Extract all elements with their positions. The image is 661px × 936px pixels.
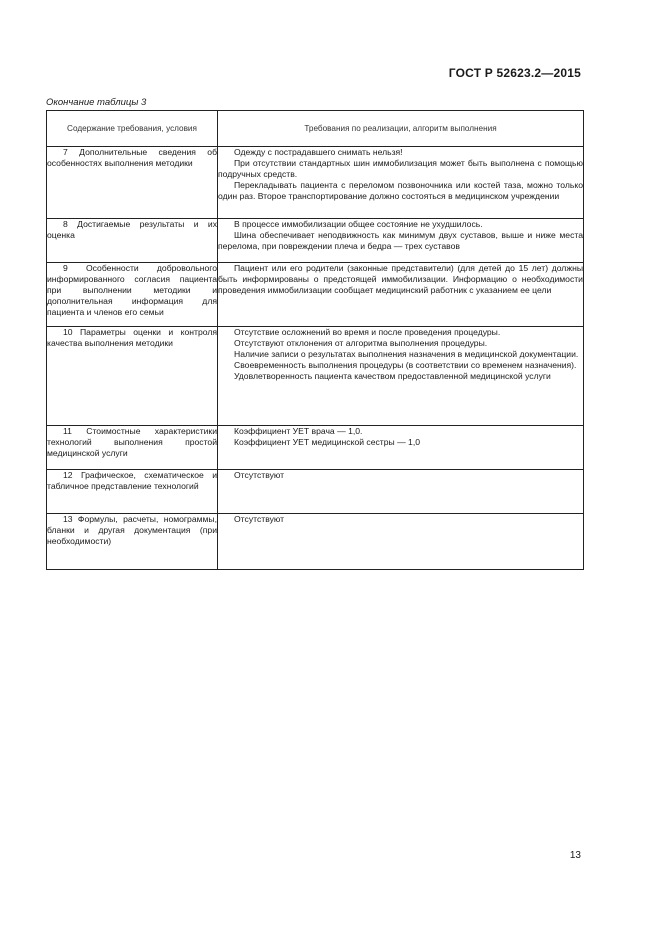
column-header: Требования по реализации, алгоритм выполнения	[218, 111, 584, 147]
implementation-paragraph: Коэффициент УЕТ медицинской сестры — 1,0	[234, 437, 420, 447]
implementation-cell	[218, 514, 584, 570]
requirement-text: 11 Стоимостные характеристики технологий выполнения простой медицинской услуги	[47, 426, 217, 458]
requirement-cell	[47, 470, 218, 514]
requirement-text: 7 Дополнительные сведения об особенностях выполнения методики	[47, 147, 217, 168]
implementation-paragraph: В процессе иммобилизации общее состояние не ухудшилось.	[234, 219, 483, 229]
column-header: Содержание требования, условия	[47, 111, 218, 147]
requirement-text: 10 Параметры оценки и контроля качества выполнения методики	[47, 327, 217, 348]
implementation-cell	[218, 327, 584, 426]
implementation-cell	[218, 263, 584, 327]
requirement-cell	[47, 327, 218, 426]
requirement-cell	[47, 426, 218, 470]
requirement-cell	[47, 147, 218, 219]
implementation-paragraph: При отсутствии стандартных шин иммобилизация может быть выполнена с помощью подручных средств.	[218, 158, 583, 179]
implementation-paragraph: Отсутствие осложнений во время и после проведения процедуры.	[234, 327, 501, 337]
table-row	[47, 514, 584, 570]
table-row	[47, 327, 584, 426]
requirement-text: 13 Формулы, расчеты, номограммы, бланки и другая документация (при необходимости)	[47, 514, 217, 546]
implementation-paragraph: Перекладывать пациента с переломом позвоночника или костей таза, можно только один раз. Второе транспортирование должно состояться в медицинском учреждении	[218, 180, 583, 201]
table-caption: Окончание таблицы 3	[46, 97, 147, 108]
requirement-cell	[47, 514, 218, 570]
requirement-text: 8 Достигаемые результаты и их оценка	[47, 219, 217, 240]
document-code: ГОСТ Р 52623.2—2015	[448, 66, 581, 80]
implementation-cell	[218, 470, 584, 514]
implementation-cell	[218, 426, 584, 470]
table-row	[47, 426, 584, 470]
table-row	[47, 263, 584, 327]
table-row	[47, 147, 584, 219]
implementation-paragraph: Наличие записи о результатах выполнения назначения в медицинской документации.	[234, 349, 579, 359]
requirement-cell	[47, 219, 218, 263]
requirement-text: 9 Особенности добровольного информированного согласия пациента при выполнении методики и дополнительная информация для пациента и членов его семьи	[47, 263, 217, 317]
implementation-paragraph: Удовлетворенность пациента качеством предоставленной медицинской услуги	[234, 371, 551, 381]
table-header-row	[47, 111, 584, 147]
implementation-paragraph: Шина обеспечивает неподвижность как минимум двух суставов, выше и ниже места перелома, при повреждении плеча и бедра — трех суставов	[218, 230, 583, 251]
implementation-paragraph: Своевременность выполнения процедуры (в соответствии со временем назначения).	[234, 360, 577, 370]
table-row	[47, 470, 584, 514]
implementation-paragraph: Одежду с пострадавшего снимать нельзя!	[234, 147, 403, 157]
implementation-paragraph: Коэффициент УЕТ врача — 1,0.	[234, 426, 363, 436]
requirement-cell	[47, 263, 218, 327]
implementation-paragraph: Пациент или его родители (законные представители) (для детей до 15 лет) должны быть информированы о предстоящей иммобилизации. Информацию о необходимости проведения иммобилизации сообщает медицинский работник с указанием ее цели	[218, 263, 583, 295]
page-number: 13	[569, 850, 581, 861]
requirement-text: 12 Графическое, схематическое и табличное представление технологий	[47, 470, 217, 491]
table-row	[47, 219, 584, 263]
implementation-paragraph: Отсутствуют отклонения от алгоритма выполнения процедуры.	[234, 338, 488, 348]
implementation-paragraph: Отсутствуют	[234, 470, 285, 480]
implementation-cell	[218, 147, 584, 219]
implementation-paragraph: Отсутствуют	[234, 514, 285, 524]
implementation-cell	[218, 219, 584, 263]
requirements-table	[46, 110, 584, 570]
